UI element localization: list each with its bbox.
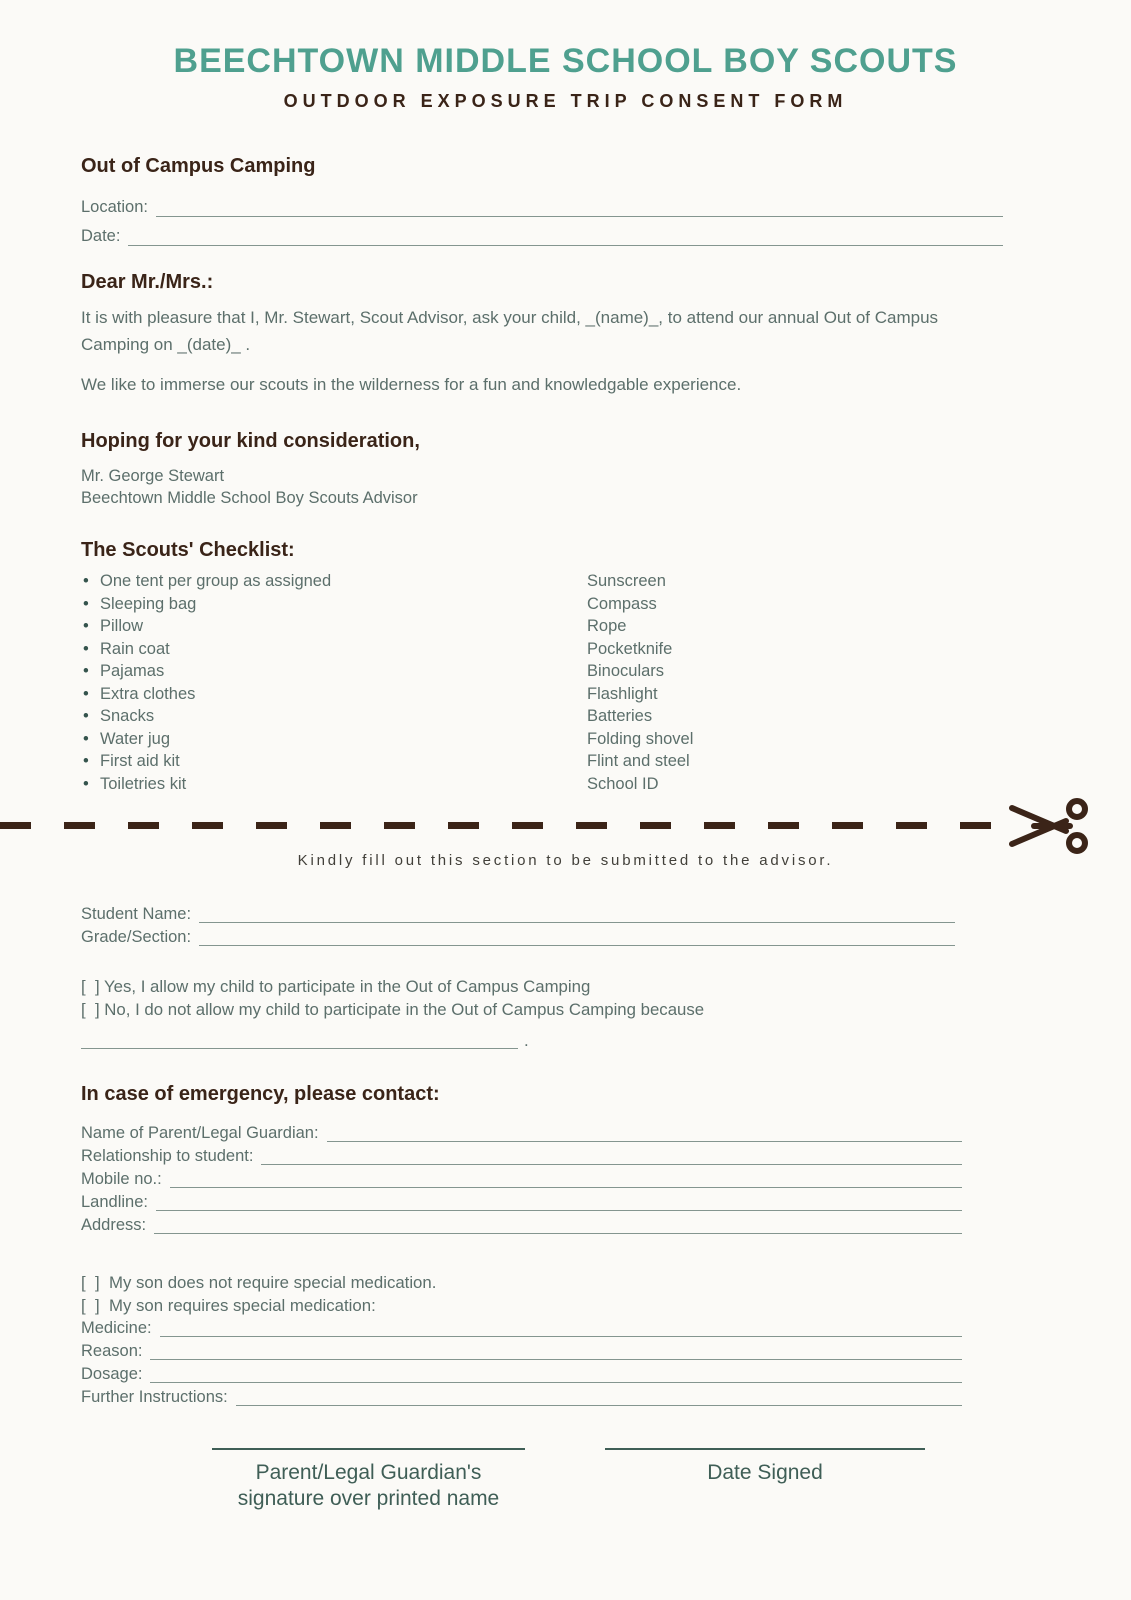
checklist-item: Folding shovel <box>587 729 694 748</box>
letter-salutation: Dear Mr./Mrs.: <box>81 271 214 293</box>
scouts-checklist <box>81 570 1003 795</box>
mobile-input-line[interactable] <box>170 1168 962 1188</box>
landline-row <box>81 1191 962 1214</box>
dosage-row <box>81 1363 962 1386</box>
medication-fields <box>81 1317 962 1409</box>
checklist-item: • Snacks <box>81 705 587 728</box>
checklist-item: • Water jug <box>81 728 587 751</box>
checklist-item: School ID <box>587 774 659 793</box>
checklist-item: • Pillow <box>81 615 587 638</box>
student-name-row <box>81 903 955 926</box>
submission-section <box>81 903 1003 1409</box>
medication-options <box>81 1271 1003 1317</box>
checklist-item: Flint and steel <box>587 752 690 770</box>
guardian-name-label: Name of Parent/Legal Guardian: <box>81 1124 319 1142</box>
medicine-row <box>81 1317 962 1340</box>
cut-dashed-line <box>0 822 1020 829</box>
advisor-name: Mr. George Stewart <box>81 467 225 485</box>
dosage-label: Dosage: <box>81 1365 143 1383</box>
checklist-item: Compass <box>587 594 657 613</box>
form-body <box>81 153 1003 795</box>
checklist-item: Binoculars <box>587 662 665 680</box>
reason-label: Reason: <box>81 1342 143 1360</box>
refusal-reason-suffix: . <box>524 1031 529 1050</box>
checklist-left-column <box>81 570 587 795</box>
location-label: Location: <box>81 198 148 216</box>
date-input-line[interactable] <box>128 222 1003 246</box>
address-label: Address: <box>81 1216 147 1234</box>
address-input-line[interactable] <box>154 1214 962 1234</box>
checklist-item: • First aid kit <box>81 750 587 773</box>
further-instructions-row <box>81 1386 962 1409</box>
date-signed-line[interactable] <box>605 1448 925 1450</box>
consent-option-yes[interactable]: [ ] Yes, I allow my child to participate in the Out of Campus Camping <box>81 977 591 996</box>
guardian-signature-label: Parent/Legal Guardian's signature over printed name <box>237 1461 500 1510</box>
date-signed-label: Date Signed <box>707 1461 823 1484</box>
checklist-right-column <box>587 570 693 795</box>
mobile-row <box>81 1168 962 1191</box>
relationship-label: Relationship to student: <box>81 1147 254 1165</box>
checklist-item: • Rain coat <box>81 638 587 661</box>
checklist-item: • Pajamas <box>81 660 587 683</box>
grade-section-row <box>81 926 955 949</box>
checklist-item: • Extra clothes <box>81 683 587 706</box>
further-instructions-input-line[interactable] <box>236 1386 962 1406</box>
checklist-item: Sunscreen <box>587 572 666 590</box>
student-name-label: Student Name: <box>81 905 192 923</box>
advisor-title: Beechtown Middle School Boy Scouts Advisor <box>81 489 418 507</box>
relationship-input-line[interactable] <box>261 1145 962 1165</box>
refusal-reason-row <box>81 1031 1003 1049</box>
guardian-signature-line[interactable] <box>212 1448 525 1450</box>
consent-options <box>81 975 1003 1021</box>
medication-option-none[interactable]: [ ] My son does not require special medication. <box>81 1273 437 1292</box>
guardian-name-input-line[interactable] <box>327 1122 962 1142</box>
medication-option-required[interactable]: [ ] My son requires special medication: <box>81 1296 376 1315</box>
date-label: Date: <box>81 227 121 245</box>
checklist-item: Rope <box>587 617 627 635</box>
section-heading-emergency: In case of emergency, please contact: <box>81 1083 440 1105</box>
guardian-signature-area <box>212 1448 525 1512</box>
grade-section-input-line[interactable] <box>199 926 955 946</box>
form-header <box>0 0 1131 113</box>
signature-block <box>212 1448 1131 1512</box>
section-heading-checklist: The Scouts' Checklist: <box>81 539 295 561</box>
relationship-row <box>81 1145 962 1168</box>
grade-section-label: Grade/Section: <box>81 928 192 946</box>
date-field-row <box>81 222 1003 251</box>
guardian-name-row <box>81 1122 962 1145</box>
student-fields <box>81 903 955 949</box>
location-input-line[interactable] <box>156 193 1003 217</box>
checklist-item: • Toiletries kit <box>81 773 587 796</box>
date-signed-area <box>605 1448 925 1512</box>
submission-instruction: Kindly fill out this section to be submitted to the advisor. <box>297 852 834 869</box>
reason-row <box>81 1340 962 1363</box>
further-instructions-label: Further Instructions: <box>81 1388 228 1406</box>
landline-input-line[interactable] <box>156 1191 962 1211</box>
checklist-item: Pocketknife <box>587 639 673 658</box>
mobile-label: Mobile no.: <box>81 1170 162 1188</box>
letter-paragraph-2: We like to immerse our scouts in the wilderness for a fun and knowledgable experience. <box>81 375 742 394</box>
scissors-icon <box>1008 797 1094 860</box>
emergency-fields <box>81 1122 962 1237</box>
advisor-signature <box>81 465 1003 509</box>
section-heading-camping: Out of Campus Camping <box>81 155 316 177</box>
checklist-item: Batteries <box>587 707 653 725</box>
letter-closing: Hoping for your kind consideration, <box>81 430 420 452</box>
consent-option-no[interactable]: [ ] No, I do not allow my child to participate in the Out of Campus Camping because <box>81 1000 705 1019</box>
landline-label: Landline: <box>81 1193 148 1211</box>
checklist-item: Flashlight <box>587 684 658 703</box>
checklist-item: • One tent per group as assigned <box>81 570 587 593</box>
letter-paragraph-1: It is with pleasure that I, Mr. Stewart, Scout Advisor, ask your child, _(name)_, to attend our annual Out of Campus Camping on _(date)_ . <box>81 308 939 354</box>
dosage-input-line[interactable] <box>150 1363 962 1383</box>
reason-input-line[interactable] <box>150 1340 962 1360</box>
location-field-row <box>81 193 1003 222</box>
student-name-input-line[interactable] <box>199 903 955 923</box>
page-subtitle: OUTDOOR EXPOSURE TRIP CONSENT FORM <box>283 91 848 111</box>
refusal-reason-input-line[interactable] <box>81 1035 518 1049</box>
medicine-input-line[interactable] <box>160 1317 962 1337</box>
address-row <box>81 1214 962 1237</box>
medicine-label: Medicine: <box>81 1319 152 1337</box>
camping-fields <box>81 193 1003 251</box>
checklist-item: • Sleeping bag <box>81 593 587 616</box>
page-title: BEECHTOWN MIDDLE SCHOOL BOY SCOUTS <box>173 42 958 80</box>
